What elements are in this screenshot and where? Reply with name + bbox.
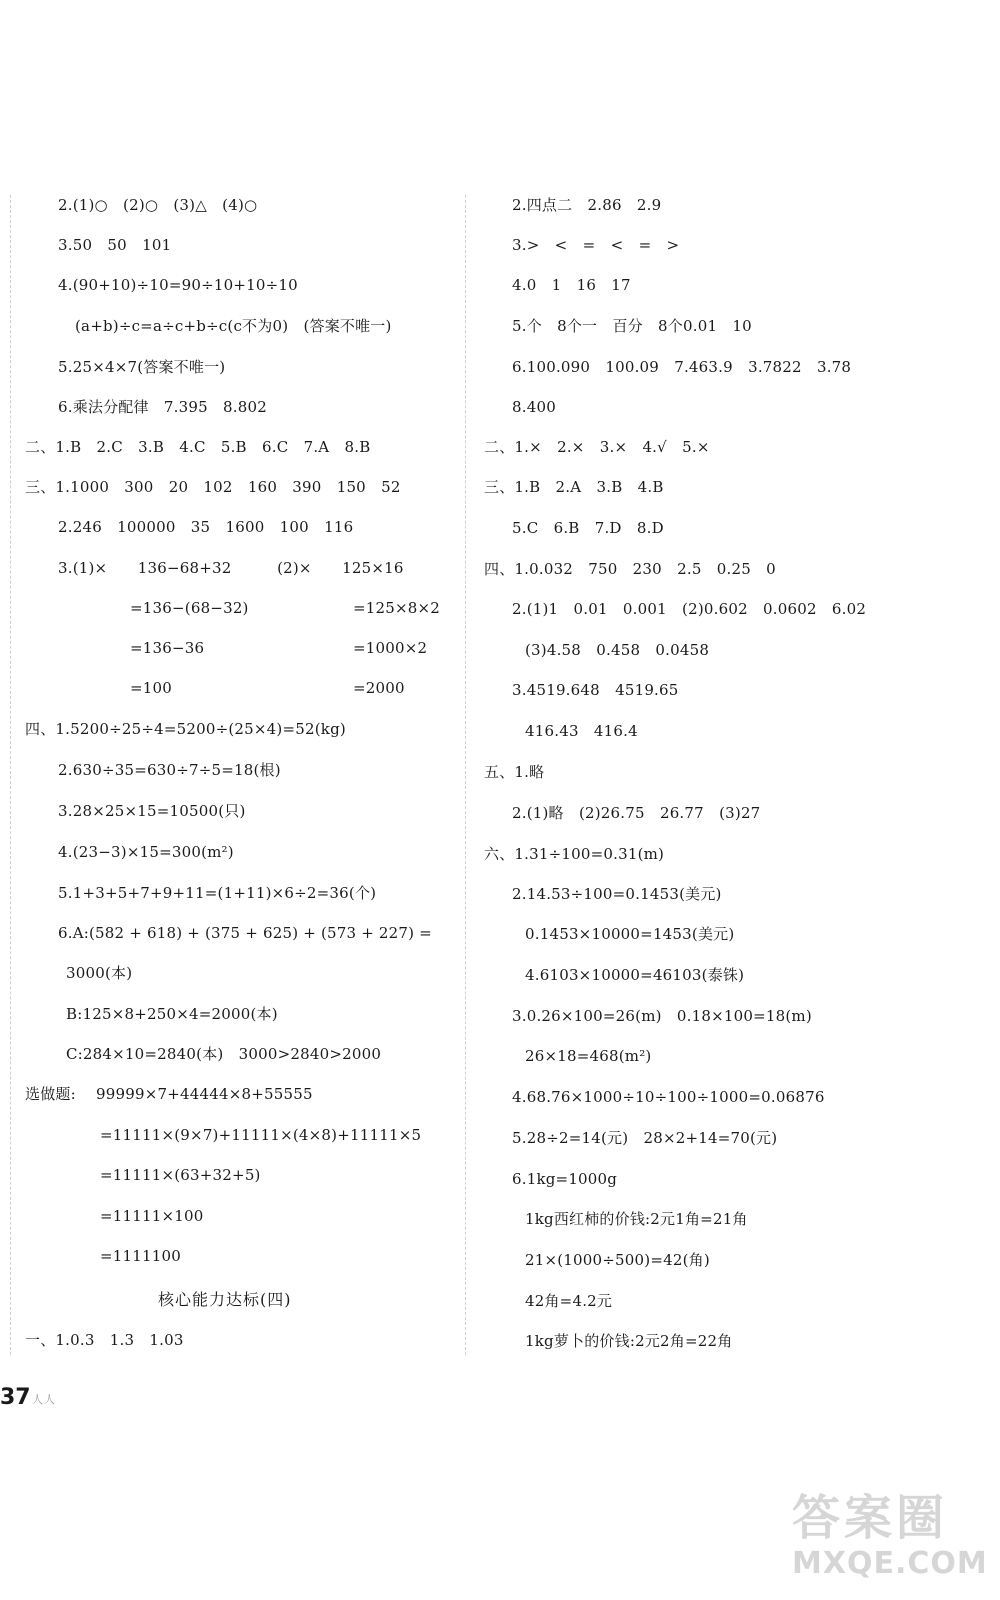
- answer-line: 3.0.26×100=26(m) 0.18×100=18(m): [512, 1007, 812, 1025]
- answer-line: 6.A:(582 + 618) + (375 + 625) + (573 + 227) =: [58, 924, 432, 942]
- answer-line: 5.C 6.B 7.D 8.D: [512, 519, 664, 537]
- answer-line: 6.100.090 100.09 7.463.9 3.7822 3.78: [512, 358, 852, 376]
- answer-line: 4.6103×10000=46103(泰铢): [525, 966, 745, 984]
- answer-line: =11111×(9×7)+11111×(4×8)+11111×5: [100, 1126, 422, 1144]
- answer-line: 6.乘法分配律 7.395 8.802: [58, 398, 267, 416]
- answer-line: 1kg萝卜的价钱:2元2角=22角: [525, 1332, 733, 1350]
- answer-line: 3.> < = < = >: [512, 236, 680, 254]
- answer-line: 4.(90+10)÷10=90÷10+10÷10: [58, 276, 298, 294]
- section-heading: 核心能力达标(四): [158, 1290, 292, 1309]
- answer-line: =136−36: [130, 639, 205, 657]
- answer-line: =100: [130, 679, 172, 697]
- watermark-url: MXQE.COM: [792, 1546, 988, 1581]
- answer-line: 3.50 50 101: [58, 236, 172, 254]
- answer-line: =11111×100: [100, 1207, 204, 1225]
- page-decoration: 人人: [32, 1393, 56, 1406]
- answer-line: 5.1+3+5+7+9+11=(1+11)×6÷2=36(个): [58, 884, 377, 902]
- answer-line: =2000: [353, 679, 405, 697]
- answer-line: 四、1.5200÷25÷4=5200÷(25×4)=52(kg): [25, 720, 346, 738]
- answer-line: C:284×10=2840(本) 3000>2840>2000: [66, 1045, 382, 1063]
- answer-line: 3.4519.648 4519.65: [512, 681, 679, 699]
- answer-line: =1111100: [100, 1247, 181, 1265]
- answer-line: 2.246 100000 35 1600 100 116: [58, 518, 354, 536]
- answer-line: 6.1kg=1000g: [512, 1170, 618, 1188]
- answer-line: 2.(1)○ (2)○ (3)△ (4)○: [58, 196, 258, 214]
- watermark-logo: [792, 1490, 992, 1600]
- answer-line: 5.28÷2=14(元) 28×2+14=70(元): [512, 1129, 778, 1147]
- answer-line: 四、1.0.032 750 230 2.5 0.25 0: [484, 560, 776, 578]
- answer-line: 26×18=468(m²): [525, 1047, 652, 1065]
- column-divider-left: [10, 195, 11, 1355]
- answer-line: 2.(1)1 0.01 0.001 (2)0.602 0.0602 6.02: [512, 600, 867, 618]
- answer-line: 4.68.76×1000÷10÷100÷1000=0.06876: [512, 1088, 825, 1106]
- answer-line: =136−(68−32): [130, 599, 249, 617]
- answer-line: 1kg西红柿的价钱:2元1角=21角: [525, 1210, 748, 1228]
- watermark-title: 答案圈: [792, 1490, 949, 1546]
- answer-line: =11111×(63+32+5): [100, 1166, 261, 1184]
- answer-line: 416.43 416.4: [525, 722, 638, 740]
- answer-line: 一、1.0.3 1.3 1.03: [25, 1331, 184, 1349]
- answer-line: 4.(23−3)×15=300(m²): [58, 843, 234, 861]
- answer-line: (3)4.58 0.458 0.0458: [525, 641, 710, 659]
- answer-line: 3.28×25×15=10500(只): [58, 802, 246, 820]
- answer-line: 六、1.31÷100=0.31(m): [484, 845, 665, 863]
- answer-line: 2.(1)略 (2)26.75 26.77 (3)27: [512, 804, 761, 822]
- answer-line: =125×8×2: [353, 599, 441, 617]
- answer-line: 4.0 1 16 17: [512, 276, 631, 294]
- column-divider-center: [465, 195, 466, 1355]
- answer-line: 2.630÷35=630÷7÷5=18(根): [58, 761, 281, 779]
- page-number: 37: [0, 1385, 31, 1410]
- answer-line: 2.四点二 2.86 2.9: [512, 196, 662, 214]
- answer-line: 3.(1)× 136−68+32 (2)× 125×16: [58, 559, 404, 577]
- answer-line: 三、1.B 2.A 3.B 4.B: [484, 478, 664, 496]
- answer-line: B:125×8+250×4=2000(本): [66, 1005, 278, 1023]
- answer-line: 42角=4.2元: [525, 1292, 613, 1310]
- answer-line: 选做题: 99999×7+44444×8+55555: [25, 1085, 313, 1103]
- answer-line: (a+b)÷c=a÷c+b÷c(c不为0) (答案不唯一): [75, 317, 392, 335]
- answer-line: 三、1.1000 300 20 102 160 390 150 52: [25, 478, 401, 496]
- answer-line: 0.1453×10000=1453(美元): [525, 925, 735, 943]
- answer-line: 5.个 8个一 百分 8个0.01 10: [512, 317, 752, 335]
- answer-line: 5.25×4×7(答案不唯一): [58, 358, 226, 376]
- answer-line: 二、1.B 2.C 3.B 4.C 5.B 6.C 7.A 8.B: [25, 438, 371, 456]
- answer-line: 21×(1000÷500)=42(角): [525, 1251, 710, 1269]
- answer-line: 3000(本): [66, 964, 133, 982]
- answer-line: 五、1.略: [484, 763, 545, 781]
- answer-line: 二、1.× 2.× 3.× 4.√ 5.×: [484, 438, 710, 456]
- answer-line: =1000×2: [353, 639, 428, 657]
- answer-line: 2.14.53÷100=0.1453(美元): [512, 885, 722, 903]
- answer-line: 8.400: [512, 398, 556, 416]
